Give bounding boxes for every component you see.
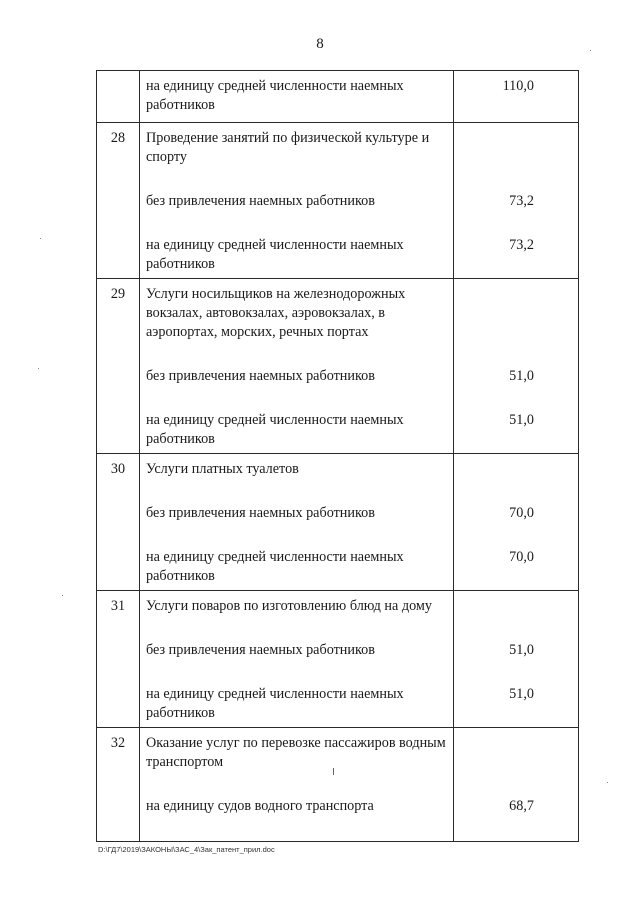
row-number-cell: [97, 679, 140, 728]
table-row: [97, 361, 579, 405]
row-description: без привлечения наемных работников: [140, 186, 454, 230]
row-number-cell: [97, 361, 140, 405]
row-number-cell: [97, 791, 140, 842]
row-value: 73,2: [454, 230, 579, 279]
row-value: 51,0: [454, 679, 579, 728]
row-value: 51,0: [454, 361, 579, 405]
table-row: [97, 123, 579, 187]
table-row: [97, 186, 579, 230]
document-file-path: D:\ГД7\2019\ЗАКОНЫ\ЗАС_4\Зак_патент_прил.doc: [98, 845, 275, 854]
row-value-empty: [454, 123, 579, 187]
row-description: на единицу средней численности наемных работников: [140, 542, 454, 591]
table-row: [97, 791, 579, 842]
row-value: 51,0: [454, 635, 579, 679]
row-number-cell: [97, 498, 140, 542]
row-description: на единицу средней численности наемных работников: [140, 71, 454, 123]
table-row: [97, 591, 579, 636]
row-number: 29: [97, 279, 140, 362]
table-row: [97, 230, 579, 279]
row-description: без привлечения наемных работников: [140, 498, 454, 542]
table-row: [97, 635, 579, 679]
row-number-cell: [97, 230, 140, 279]
row-description: на единицу средней численности наемных работников: [140, 405, 454, 454]
row-title: Услуги платных туалетов: [140, 454, 454, 499]
row-title: Услуги поваров по изготовлению блюд на дому: [140, 591, 454, 636]
row-value: 68,7: [454, 791, 579, 842]
services-table: [96, 70, 579, 842]
row-number-cell: [97, 405, 140, 454]
table-row: [97, 71, 579, 123]
row-number: 31: [97, 591, 140, 636]
row-description: на единицу средней численности наемных работников: [140, 679, 454, 728]
row-value-empty: [454, 591, 579, 636]
row-value: 51,0: [454, 405, 579, 454]
row-number-cell: [97, 186, 140, 230]
row-title: Проведение занятий по физической культуре и спорту: [140, 123, 454, 187]
row-value: 73,2: [454, 186, 579, 230]
row-description: без привлечения наемных работников: [140, 361, 454, 405]
row-value: 70,0: [454, 498, 579, 542]
scan-speck: [607, 782, 608, 783]
row-number-cell: [97, 542, 140, 591]
row-title: Услуги носильщиков на железнодорожных вокзалах, автовокзалах, аэровокзалах, в аэропортах, морских, речных портах: [140, 279, 454, 362]
row-number: 28: [97, 123, 140, 187]
scan-speck: [40, 238, 41, 239]
table-row: [97, 542, 579, 591]
table-row: [97, 679, 579, 728]
scan-speck: [62, 595, 63, 596]
row-title: Оказание услуг по перевозке пассажиров водным транспортом: [140, 728, 454, 792]
row-value-empty: [454, 454, 579, 499]
row-number: 30: [97, 454, 140, 499]
table-row: [97, 454, 579, 499]
scan-speck: [590, 50, 591, 51]
row-value-empty: [454, 279, 579, 362]
row-value-empty: [454, 728, 579, 792]
row-value: 70,0: [454, 542, 579, 591]
table-row: [97, 498, 579, 542]
row-value: 110,0: [454, 71, 579, 123]
scan-speck: [38, 368, 39, 369]
page-number: 8: [316, 36, 324, 52]
table-row: [97, 405, 579, 454]
row-description: без привлечения наемных работников: [140, 635, 454, 679]
row-number: 32: [97, 728, 140, 792]
row-number-cell: [97, 635, 140, 679]
table-row: [97, 279, 579, 362]
table-row: [97, 728, 579, 792]
row-number-cell: [97, 71, 140, 123]
row-description: на единицу средней численности наемных работников: [140, 230, 454, 279]
scan-mark: [333, 768, 334, 775]
row-description: на единицу судов водного транспорта: [140, 791, 454, 842]
